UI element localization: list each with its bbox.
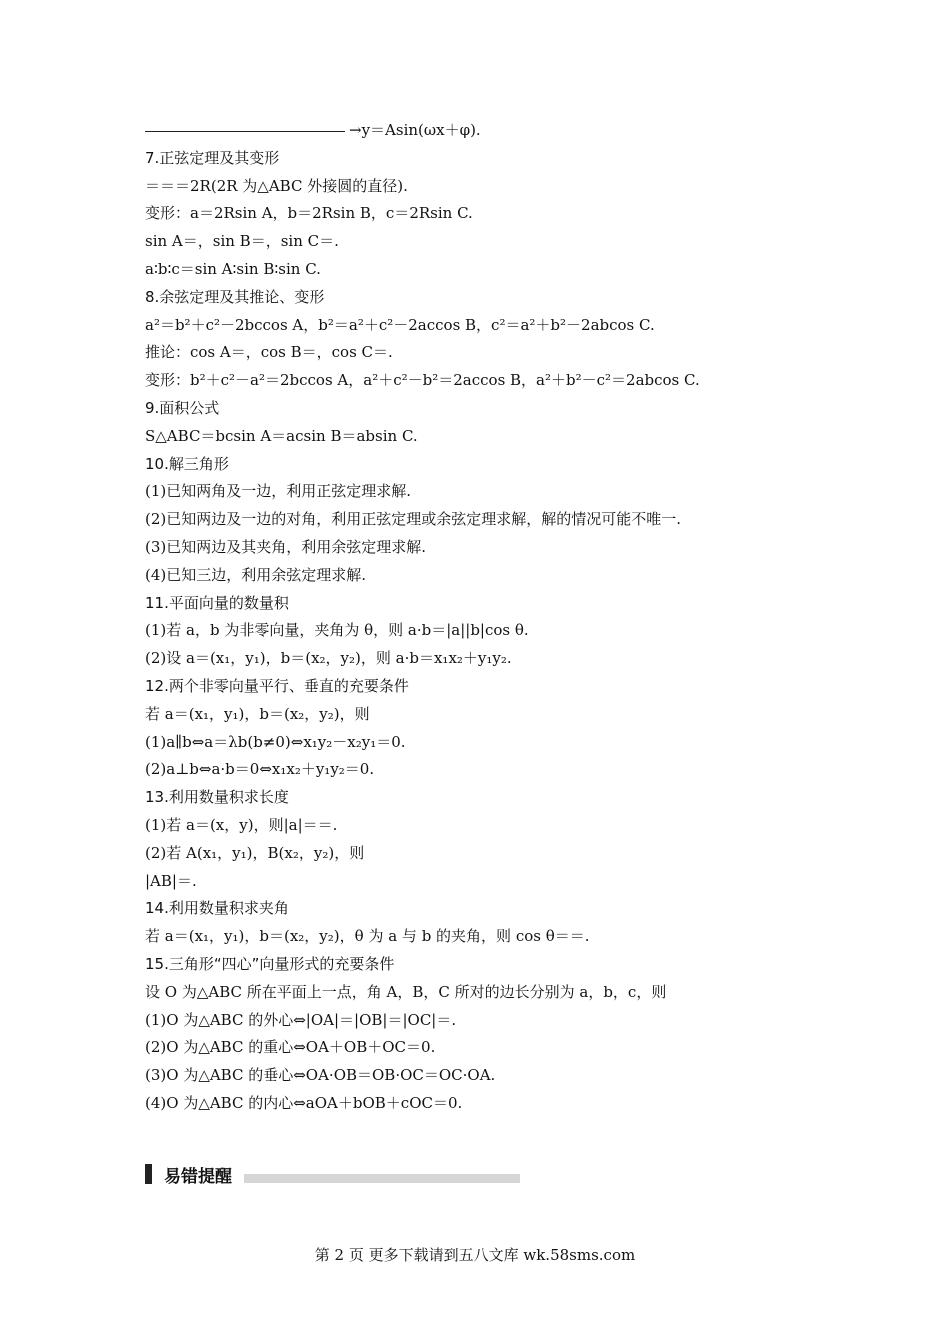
line-text: 变形：b²＋c²－a²＝2bccos A，a²＋c²－b²＝2accos B，a²＋b²－c²＝2abcos C. bbox=[145, 371, 700, 390]
line-text: (1)a∥b⇔a＝λb(b≠0)⇔x₁y₂－x₂y₁＝0. bbox=[145, 732, 406, 751]
callout-rule bbox=[244, 1174, 520, 1183]
section-heading bbox=[145, 148, 825, 168]
text-line bbox=[145, 620, 825, 640]
line-text: 变形：a＝2Rsin A，b＝2Rsin B，c＝2Rsin C. bbox=[145, 204, 473, 223]
line-text: 14.利用数量积求夹角 bbox=[145, 899, 289, 918]
line-text: (2)O 为△ABC 的重心⇔OA＋OB＋OC＝0. bbox=[145, 1038, 436, 1057]
text-line bbox=[145, 120, 825, 140]
text-line bbox=[145, 1037, 825, 1057]
text-line bbox=[145, 704, 825, 724]
text-line bbox=[145, 342, 825, 362]
line-text: (3)O 为△ABC 的垂心⇔OA·OB＝OB·OC＝OC·OA. bbox=[145, 1066, 496, 1085]
text-line bbox=[145, 982, 825, 1002]
text-line bbox=[145, 843, 825, 863]
line-text: 设 O 为△ABC 所在平面上一点，角 A，B，C 所对的边长分别为 a，b，c，则 bbox=[145, 982, 667, 1001]
text-line bbox=[145, 565, 825, 585]
text-line bbox=[145, 426, 825, 446]
line-text: a²＝b²＋c²－2bccos A，b²＝a²＋c²－2accos B，c²＝a²＋b²－2abcos C. bbox=[145, 315, 655, 334]
line-text: (1)若 a＝(x，y)，则|a|＝＝. bbox=[145, 815, 338, 834]
line-text: ＝＝＝2R(2R 为△ABC 外接圆的直径). bbox=[145, 176, 408, 195]
section-heading bbox=[145, 593, 825, 613]
line-text: 8.余弦定理及其推论、变形 bbox=[145, 287, 325, 306]
line-text: 12.两个非零向量平行、垂直的充要条件 bbox=[145, 676, 409, 695]
line-text: 若 a＝(x₁，y₁)，b＝(x₂，y₂)，θ 为 a 与 b 的夹角，则 cos θ＝＝. bbox=[145, 927, 590, 946]
section-heading bbox=[145, 398, 825, 418]
line-text: a∶b∶c＝sin A∶sin B∶sin C. bbox=[145, 259, 321, 278]
callout-label: 易错提醒 bbox=[164, 1166, 232, 1187]
line-text: 13.利用数量积求长度 bbox=[145, 788, 289, 807]
formula-rule bbox=[145, 131, 345, 132]
text-line bbox=[145, 537, 825, 557]
text-line bbox=[145, 871, 825, 891]
line-text: (3)已知两边及其夹角，利用余弦定理求解. bbox=[145, 537, 427, 556]
text-line bbox=[145, 1093, 825, 1113]
text-line bbox=[145, 315, 825, 335]
line-text: 7.正弦定理及其变形 bbox=[145, 148, 280, 167]
section-heading bbox=[145, 954, 825, 974]
text-line bbox=[145, 926, 825, 946]
text-line bbox=[145, 203, 825, 223]
text-line bbox=[145, 509, 825, 529]
line-text: (2)设 a＝(x₁，y₁)，b＝(x₂，y₂)，则 a·b＝x₁x₂＋y₁y₂. bbox=[145, 649, 512, 668]
section-heading bbox=[145, 676, 825, 696]
section-heading bbox=[145, 454, 825, 474]
text-line bbox=[145, 231, 825, 251]
line-text: 11.平面向量的数量积 bbox=[145, 593, 289, 612]
text-line bbox=[145, 1065, 825, 1085]
line-text: (2)若 A(x₁，y₁)，B(x₂，y₂)，则 bbox=[145, 843, 365, 862]
document-body bbox=[145, 120, 825, 1121]
line-text: (1)若 a，b 为非零向量，夹角为 θ，则 a·b＝|a||b|cos θ. bbox=[145, 621, 529, 640]
text-line bbox=[145, 648, 825, 668]
section-heading bbox=[145, 898, 825, 918]
line-text: 9.面积公式 bbox=[145, 398, 220, 417]
line-text: (1)O 为△ABC 的外心⇔|OA|＝|OB|＝|OC|＝. bbox=[145, 1010, 457, 1029]
text-line bbox=[145, 259, 825, 279]
page-footer: 第 2 页 更多下载请到五八文库 wk.58sms.com bbox=[314, 1246, 636, 1264]
text-line bbox=[145, 815, 825, 835]
text-line bbox=[145, 370, 825, 390]
line-text: (1)已知两角及一边，利用正弦定理求解. bbox=[145, 482, 412, 501]
callout-heading bbox=[145, 1163, 520, 1185]
line-text: (4)已知三边，利用余弦定理求解. bbox=[145, 565, 367, 584]
callout-bar bbox=[145, 1164, 152, 1184]
section-heading bbox=[145, 787, 825, 807]
line-text: (2)已知两边及一边的对角，利用正弦定理或余弦定理求解，解的情况可能不唯一. bbox=[145, 510, 682, 529]
text-line bbox=[145, 732, 825, 752]
line-text: |AB|＝. bbox=[145, 871, 197, 890]
text-line bbox=[145, 1010, 825, 1030]
line-text: (2)a⊥b⇔a·b＝0⇔x₁x₂＋y₁y₂＝0. bbox=[145, 760, 375, 779]
line-text: 10.解三角形 bbox=[145, 454, 229, 473]
text-line bbox=[145, 481, 825, 501]
line-text: →y＝Asin(ωx＋φ). bbox=[349, 121, 481, 139]
line-text: 15.三角形“四心”向量形式的充要条件 bbox=[145, 954, 395, 973]
line-text: 若 a＝(x₁，y₁)，b＝(x₂，y₂)，则 bbox=[145, 704, 370, 723]
section-heading bbox=[145, 287, 825, 307]
text-line bbox=[145, 759, 825, 779]
line-text: (4)O 为△ABC 的内心⇔aOA＋bOB＋cOC＝0. bbox=[145, 1093, 463, 1112]
text-line bbox=[145, 176, 825, 196]
line-text: sin A＝，sin B＝，sin C＝. bbox=[145, 232, 339, 251]
line-text: S△ABC＝bcsin A＝acsin B＝absin C. bbox=[145, 426, 418, 445]
line-text: 推论：cos A＝，cos B＝，cos C＝. bbox=[145, 343, 393, 362]
